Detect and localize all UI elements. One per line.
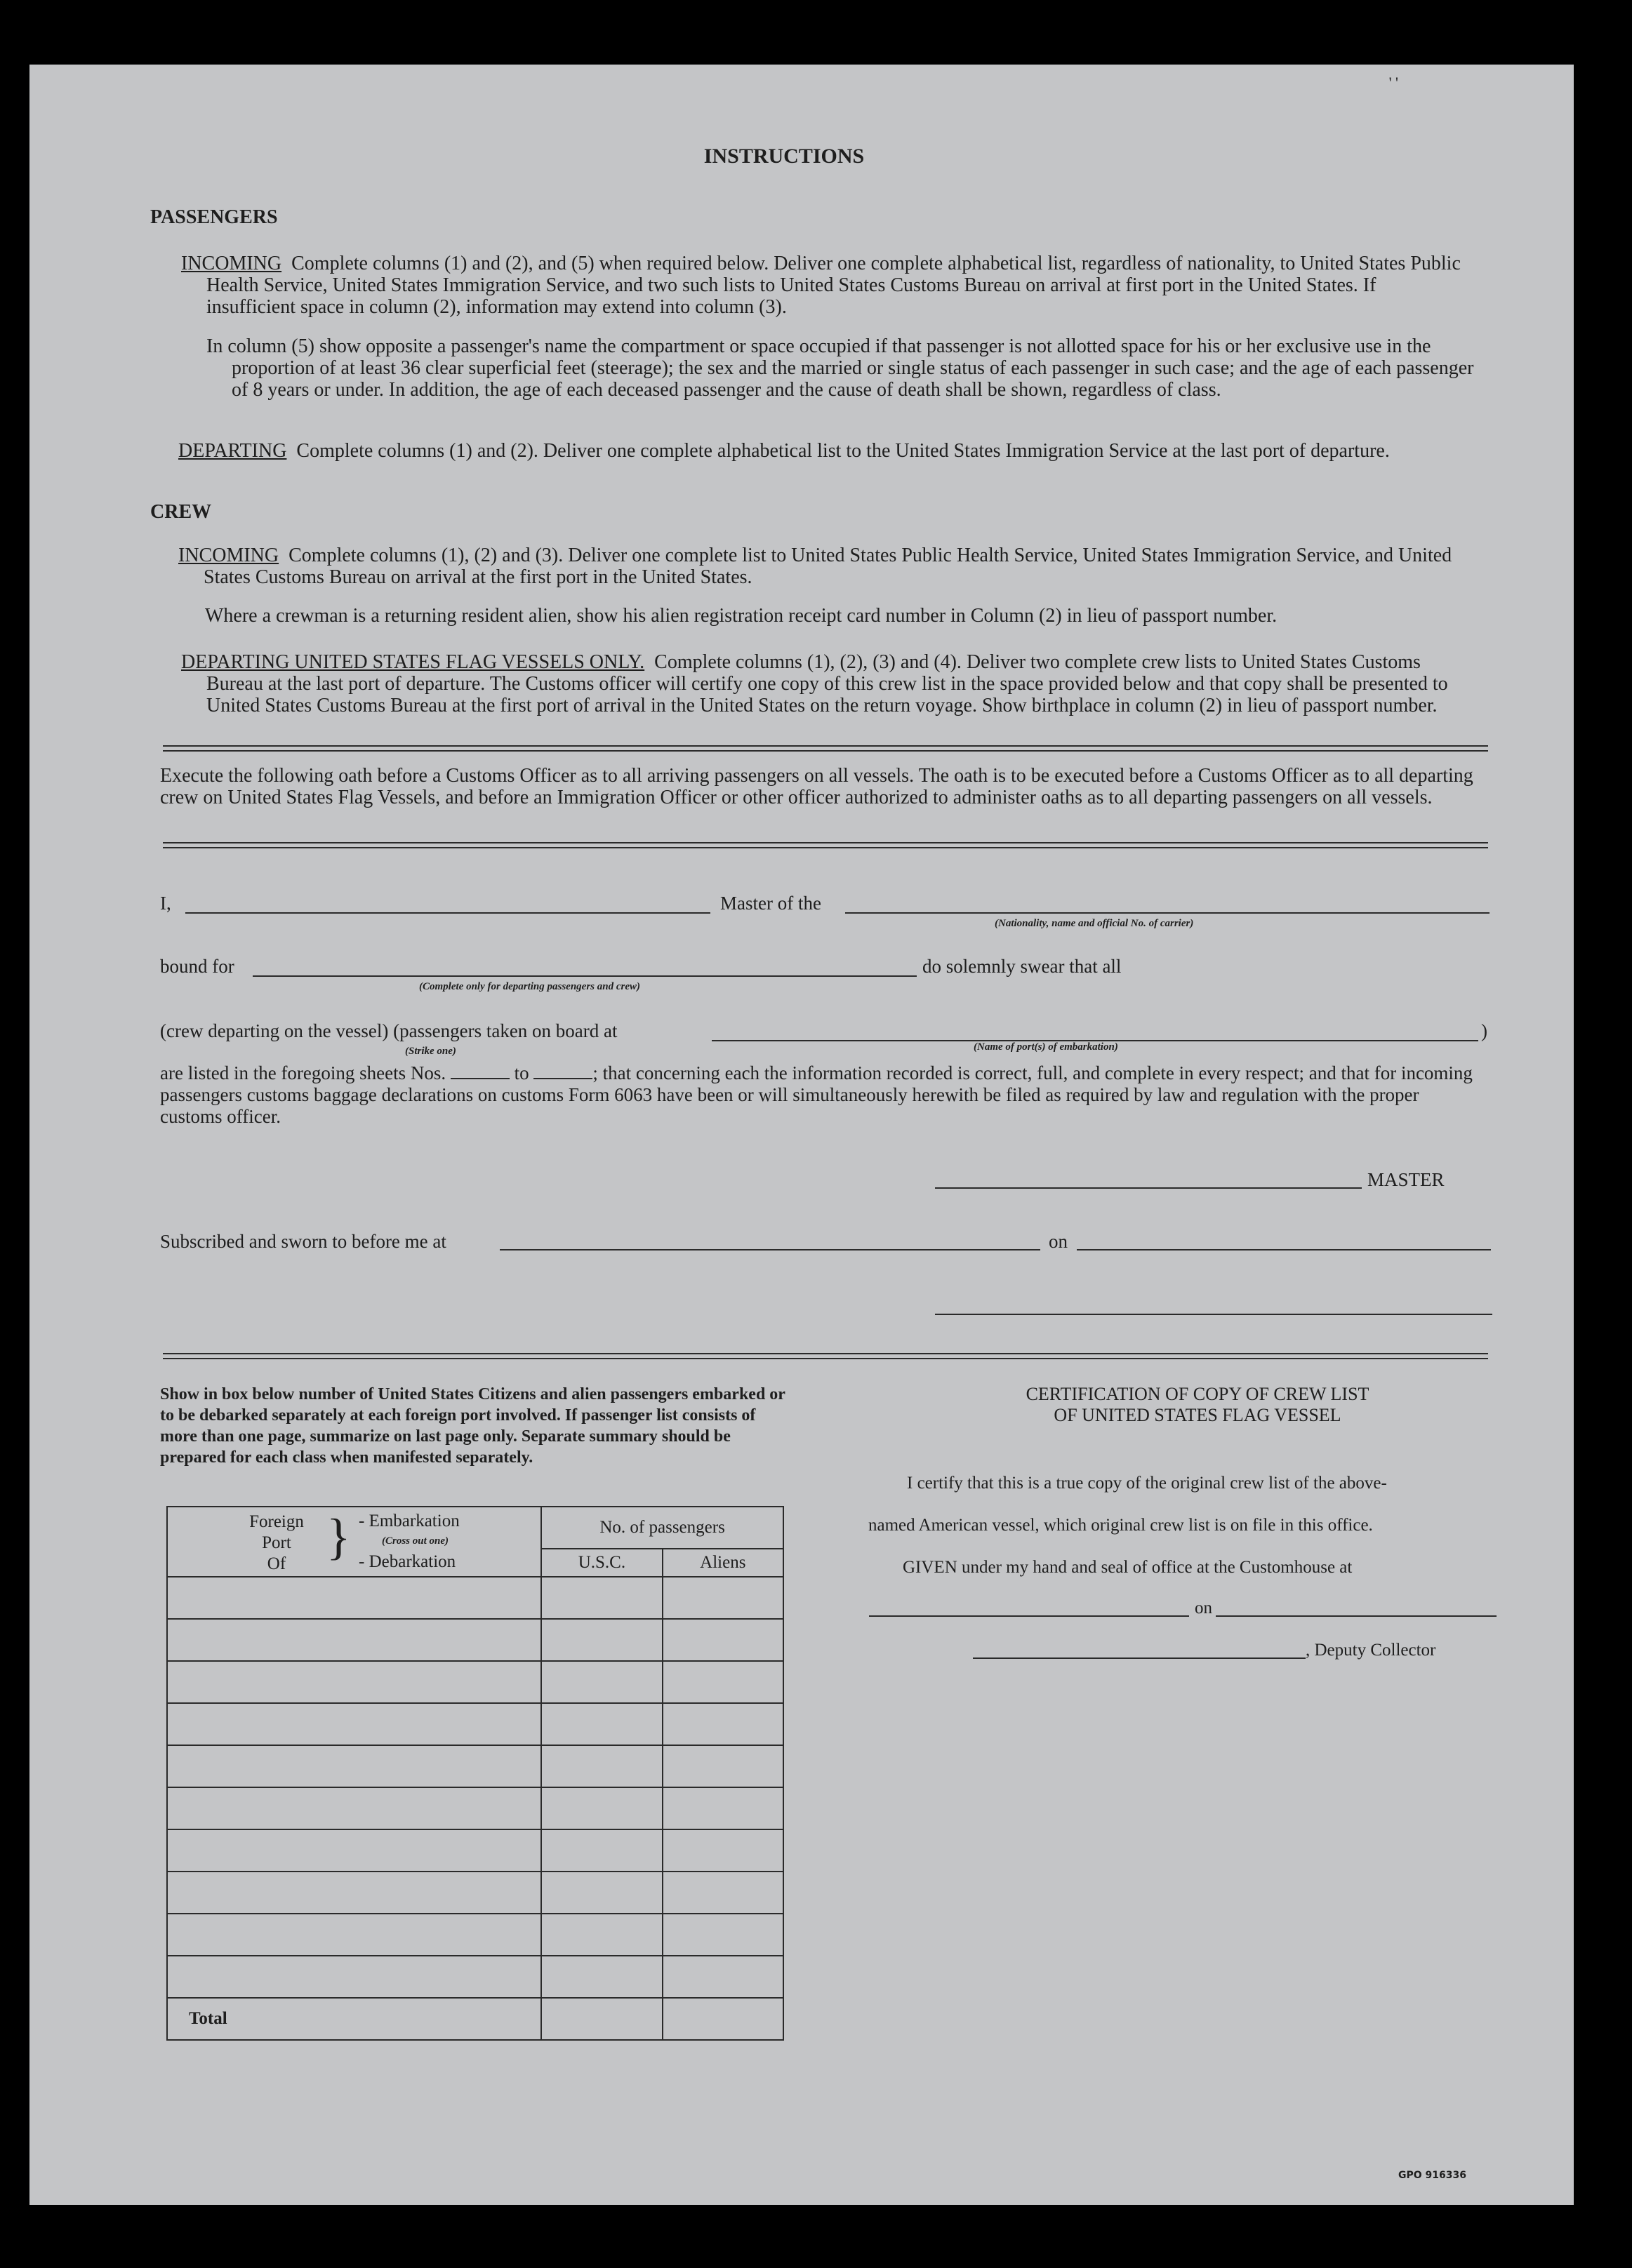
- crew-incoming-text: Complete columns (1), (2) and (3). Deliver one complete list to United States Public Health Service, United States Immigration Service, and United States Customs Bureau on arrival at the first port in the United States.: [204, 545, 1452, 588]
- usc-cell[interactable]: [541, 1787, 662, 1829]
- carrier-field-caption: (Nationality, name and official No. of carrier): [995, 918, 1194, 929]
- foreign-label: Foreign: [249, 1512, 304, 1531]
- to-label: to: [514, 1062, 529, 1083]
- close-paren: ): [1481, 1020, 1487, 1041]
- crew-passengers-label: (crew departing on the vessel) (passengers taken on board at: [160, 1020, 618, 1041]
- usc-cell[interactable]: [541, 1956, 662, 1998]
- table-row: [167, 1661, 783, 1703]
- master-name-field[interactable]: [185, 912, 710, 914]
- usc-cell[interactable]: [541, 1914, 662, 1956]
- listed-text-2: ; that concerning each the information recorded is correct, full, and complete in every respect; and that for incoming passengers customs baggage declarations on customs Form 6063 have been or will simultaneously herewith be filed as required by law and regulation with the proper customs officer.: [160, 1062, 1473, 1127]
- strike-one-caption: (Strike one): [405, 1046, 456, 1057]
- passengers-incoming-paragraph: [181, 253, 1470, 318]
- port-label: Port: [262, 1533, 291, 1552]
- passengers-heading: PASSENGERS: [150, 206, 278, 228]
- certify-line-1: I certify that this is a true copy of the original crew list of the above-: [907, 1474, 1387, 1493]
- aliens-cell[interactable]: [663, 1956, 783, 1998]
- debarkation-label: - Debarkation: [359, 1552, 456, 1571]
- port-cell[interactable]: [167, 1577, 541, 1619]
- aliens-cell[interactable]: [663, 1703, 783, 1745]
- aliens-cell[interactable]: [663, 1661, 783, 1703]
- aliens-cell[interactable]: [663, 1872, 783, 1914]
- usc-cell[interactable]: [541, 1829, 662, 1872]
- certification-date-field[interactable]: [1216, 1615, 1497, 1617]
- cross-out-caption: (Cross out one): [382, 1535, 449, 1547]
- usc-cell[interactable]: [541, 1661, 662, 1703]
- certification-title: [835, 1384, 1560, 1426]
- summary-instructions: Show in box below number of United States Citizens and alien passengers embarked or to be debarked separately at each foreign port involved. If passenger list consists of more than one page, summarize on last page only. Separate summary should be prepared for each class when manifested separately.: [160, 1385, 785, 1467]
- table-row: [167, 1872, 783, 1914]
- deputy-collector-field[interactable]: [973, 1657, 1306, 1659]
- usc-cell[interactable]: [541, 1577, 662, 1619]
- aliens-cell[interactable]: [663, 1745, 783, 1787]
- aliens-cell[interactable]: [663, 1619, 783, 1661]
- page-title: INSTRUCTIONS: [703, 145, 865, 168]
- listed-text-1: are listed in the foregoing sheets Nos.: [160, 1062, 446, 1083]
- deputy-collector-label: , Deputy Collector: [1306, 1641, 1436, 1660]
- brace-glyph: }: [326, 1509, 351, 1565]
- usc-cell[interactable]: [541, 1745, 662, 1787]
- port-cell[interactable]: [167, 1787, 541, 1829]
- port-cell[interactable]: [167, 1703, 541, 1745]
- port-cell[interactable]: [167, 1661, 541, 1703]
- aliens-cell[interactable]: [663, 1914, 783, 1956]
- crew-returning-paragraph: Where a crewman is a returning resident alien, show his alien registration receipt card number in Column (2) in lieu of passport number.: [205, 605, 1278, 627]
- total-row: [167, 1998, 783, 2040]
- usc-header: U.S.C.: [541, 1549, 662, 1577]
- port-cell[interactable]: [167, 1745, 541, 1787]
- usc-cell[interactable]: [541, 1619, 662, 1661]
- officer-signature-field[interactable]: [935, 1314, 1492, 1315]
- passengers-incoming-label: INCOMING: [181, 253, 282, 274]
- embarkation-label: - Embarkation: [359, 1512, 460, 1530]
- usc-cell[interactable]: [541, 1703, 662, 1745]
- crew-departing-text: Complete columns (1), (2), (3) and (4). Deliver two complete crew lists to United States Customs Bureau at the last port of departure. The Customs officer will certify one copy of this crew list in the space provided below and that copy shall be presented to United States Customs Bureau at the first port of arrival in the United States on the return voyage. Show birthplace in column (2) in lieu of passport number.: [206, 651, 1448, 716]
- bound-for-field[interactable]: [253, 975, 917, 977]
- port-cell[interactable]: [167, 1956, 541, 1998]
- crew-departing-paragraph: [181, 651, 1477, 716]
- certification-title-line-2: OF UNITED STATES FLAG VESSEL: [1054, 1405, 1341, 1425]
- passengers-departing-paragraph: [178, 440, 1488, 462]
- table-row: [167, 1745, 783, 1787]
- master-signature-field[interactable]: [935, 1187, 1362, 1189]
- foreign-port-header: [167, 1507, 541, 1577]
- oath-i-label: I,: [160, 893, 171, 914]
- table-row: [167, 1956, 783, 1998]
- certify-line-3: GIVEN under my hand and seal of office at the Customhouse at: [903, 1558, 1353, 1577]
- passenger-summary-table: [166, 1506, 784, 2041]
- table-row: [167, 1577, 783, 1619]
- divider: [163, 1353, 1488, 1359]
- of-label: Of: [267, 1554, 286, 1573]
- port-cell[interactable]: [167, 1914, 541, 1956]
- aliens-cell[interactable]: [663, 1577, 783, 1619]
- certification-title-line-1: CERTIFICATION OF COPY OF CREW LIST: [1026, 1384, 1369, 1404]
- divider: [163, 842, 1488, 848]
- port-cell[interactable]: [167, 1619, 541, 1661]
- table-row: [167, 1703, 783, 1745]
- master-of-label: Master of the: [720, 893, 821, 914]
- port-cell[interactable]: [167, 1872, 541, 1914]
- no-passengers-header: No. of passengers: [541, 1507, 783, 1549]
- aliens-cell[interactable]: [663, 1787, 783, 1829]
- certification-on-label: on: [1195, 1599, 1212, 1617]
- master-label: MASTER: [1367, 1169, 1445, 1190]
- aliens-total-cell[interactable]: [663, 1998, 783, 2040]
- port-cell[interactable]: [167, 1829, 541, 1872]
- bound-for-caption: (Complete only for departing passengers and crew): [419, 981, 640, 992]
- table-row: [167, 1914, 783, 1956]
- table-row: [167, 1619, 783, 1661]
- usc-total-cell[interactable]: [541, 1998, 662, 2040]
- form-sheet: [29, 65, 1574, 2205]
- aliens-header: Aliens: [663, 1549, 783, 1577]
- bound-for-label: bound for: [160, 956, 234, 977]
- on-label: on: [1049, 1231, 1068, 1252]
- sheet-to-field[interactable]: [533, 1065, 592, 1079]
- sheet-from-field[interactable]: [451, 1065, 510, 1079]
- embarkation-port-caption: (Name of port(s) of embarkation): [974, 1041, 1118, 1053]
- passengers-departing-text: Complete columns (1) and (2). Deliver one complete alphabetical list to the United States Immigration Service at the last port of departure.: [296, 440, 1390, 462]
- sworn-date-field[interactable]: [1077, 1249, 1491, 1250]
- crew-departing-label: DEPARTING UNITED STATES FLAG VESSELS ONLY.: [181, 651, 645, 673]
- swear-label: do solemnly swear that all: [922, 956, 1122, 977]
- table-row: [167, 1829, 783, 1872]
- carrier-field[interactable]: [845, 912, 1490, 914]
- footer-code: GPO 916336: [1398, 2170, 1466, 2181]
- passengers-column5-paragraph: In column (5) show opposite a passenger's name the compartment or space occupied if that passenger is not allotted space for his or her exclusive use in the proportion of at least 36 clear superficial feet (steerage); the sex and the married or single status of each passenger in such case; and the age of each passenger of 8 years or under. In addition, the age of each deceased passenger and the cause of death shall be shown, regardless of class.: [206, 335, 1474, 401]
- crew-incoming-paragraph: [178, 545, 1481, 588]
- aliens-cell[interactable]: [663, 1829, 783, 1872]
- passengers-incoming-text: Complete columns (1) and (2), and (5) when required below. Deliver one complete alphabetical list, regardless of nationality, to United States Public Health Service, United States Immigration Service, and two such lists to United States Customs Bureau on arrival at first port in the United States. If insufficient space in column (2), information may extend into column (3).: [206, 253, 1461, 318]
- oath-instructions: Execute the following oath before a Customs Officer as to all arriving passengers on all vessels. The oath is to be executed before a Customs Officer as to all departing crew on United States Flag Vessels, and before an Immigration Officer or other officer authorized to administer oaths as to all departing passengers on all vessels.: [160, 765, 1473, 808]
- customhouse-field[interactable]: [869, 1615, 1189, 1617]
- certify-line-2: named American vessel, which original crew list is on file in this office.: [868, 1516, 1373, 1535]
- listed-statement: [160, 1062, 1480, 1128]
- corner-marks: ' ': [1388, 74, 1398, 91]
- usc-cell[interactable]: [541, 1872, 662, 1914]
- table-row: [167, 1787, 783, 1829]
- total-label: Total: [167, 1998, 541, 2040]
- subscribed-label: Subscribed and sworn to before me at: [160, 1231, 446, 1252]
- sworn-place-field[interactable]: [500, 1249, 1040, 1250]
- crew-heading: CREW: [150, 501, 212, 523]
- divider: [163, 745, 1488, 752]
- crew-incoming-label: INCOMING: [178, 545, 279, 566]
- passengers-departing-label: DEPARTING: [178, 440, 287, 462]
